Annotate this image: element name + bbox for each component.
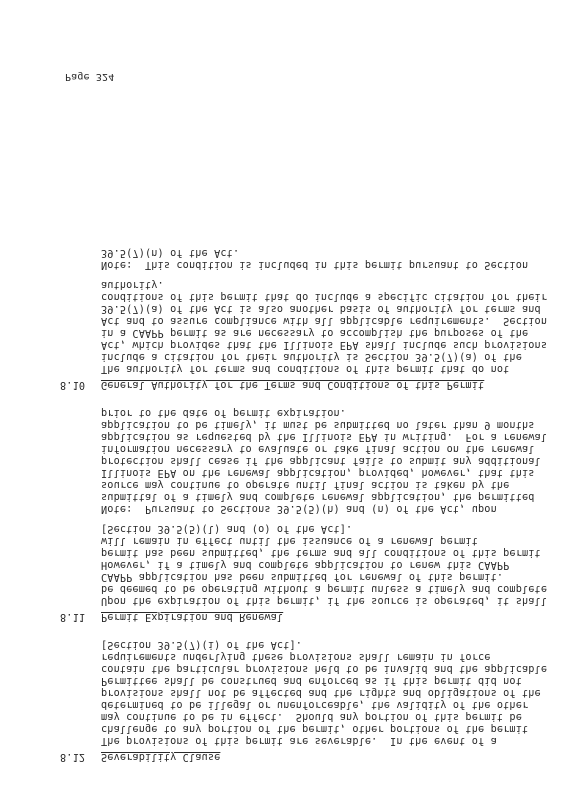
section-number: 8.10 [60,379,86,390]
body-line: include a citation for their authority is Section 39.5(7)(a) of the [101,351,522,362]
body-line: Act and to assure compliance with all applicable requirements. Section [101,315,548,326]
section-heading: Permit Expiration and Renewal [101,611,284,622]
section-number: 8.12 [60,751,86,762]
section-heading: General Authority for the Terms and Conditions of this Permit [101,379,485,390]
body-line: will remain in effect until the issuance of a renewal permit [101,535,479,546]
body-line: 39.5(7)(a) of the Act is also another basis of authority for terms and [101,303,541,314]
body-line: provisions shall not be affected and the rights and obligations of the [101,687,541,698]
body-line: contain the particular provisions held to be invalid and the applicable [101,663,548,674]
body-line: determined to be illegal or unenforceable, the validity of the other [101,699,529,710]
body-line: conditions of this permit that do include a specific citation for their [101,291,548,302]
body-line: The authority for terms and conditions of this permit that do not [101,363,510,374]
body-line: be deemed to be operating without a permit unless a timely and complete [101,583,548,594]
note-line: source may continue to operate until final action is taken by the [101,479,510,490]
body-line: [Section 39.5(5)(l) and (o) of the Act]. [101,523,353,534]
body-line: requirements underlying these provisions shall remain in force [101,651,491,662]
note-line: Note: This condition is included in this permit pursuant to Section [101,259,529,270]
body-line: may continue to be in effect. Should any portion of this permit be [101,711,522,722]
page-number: Page 324 [65,71,115,82]
body-line: Upon the expiration of this permit, if the source is operated, it shall [101,595,548,606]
body-line: [Section 39.5(7)(i) of the Act]. [101,639,303,650]
note-line: application to be timely, it must be submitted no later than 9 months [101,419,535,430]
body-line: However, if a timely and complete application to renew this CAAPP [101,559,510,570]
note-line: information necessary to evaluate or take final action on the renewal [101,443,535,454]
body-line: authority. [101,279,164,290]
note-line: application as requested by the Illinois EPA in writing. For a renewal [101,431,548,442]
body-line: challenge to any portion of the permit, other portions of the permit [101,723,529,734]
note-line: prior to the date of permit expiration. [101,407,347,418]
note-line: Illinois EPA on the renewal application, provided, however, that this [101,467,535,478]
body-line: CAAPP application has been submitted for renewal of this permit. [101,571,504,582]
note-line: Note: Pursuant to Sections 39.5(5)(h) and (n) of the Act, upon [101,503,497,514]
body-line: Act, which provides that the Illinois EPA shall include such provisions [101,339,548,350]
note-line: submittal of a timely and complete renewal application, the permitted [101,491,535,502]
body-line: The provisions of this permit are severable. In the event of a [101,735,497,746]
section-heading: Severability Clause [101,751,221,762]
note-line: 39.5(7)(n) of the Act. [101,247,240,258]
note-line: protection shall cease if the applicant fails to submit any additional [101,455,541,466]
body-line: Permittee shall be construed and enforced as if this permit did not [101,675,522,686]
section-number: 8.11 [60,611,86,622]
body-line: in a CAAPP permit as are necessary to accomplish the purposes of the [101,327,529,338]
body-line: permit has been submitted, the terms and all conditions of this permit [101,547,541,558]
